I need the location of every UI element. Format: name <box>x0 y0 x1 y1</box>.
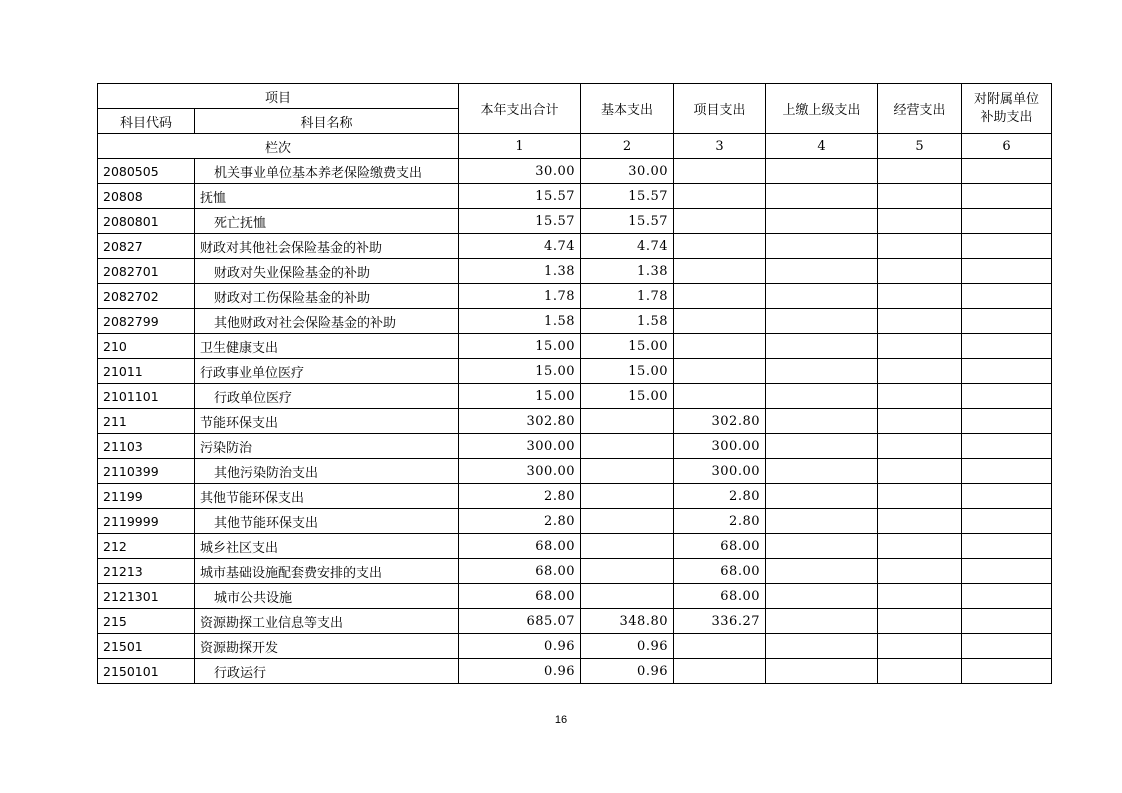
row-code: 2119999 <box>98 509 195 534</box>
expenditure-table <box>97 83 1052 684</box>
header-subsidy-line1: 对附属单位 <box>973 91 1039 107</box>
header-basic: 基本支出 <box>581 84 674 134</box>
row-basic: 0.96 <box>581 659 674 684</box>
row-upper <box>766 334 878 359</box>
row-upper <box>766 359 878 384</box>
table-row <box>98 434 1052 459</box>
row-code: 2110399 <box>98 459 195 484</box>
row-basic <box>581 484 674 509</box>
row-subsidy <box>962 659 1052 684</box>
row-project: 2.80 <box>674 484 766 509</box>
row-code: 215 <box>98 609 195 634</box>
row-code: 20827 <box>98 234 195 259</box>
row-subsidy <box>962 534 1052 559</box>
row-name-text: 财政对工伤保险基金的补助 <box>214 290 371 306</box>
row-name <box>195 359 459 384</box>
row-subsidy <box>962 559 1052 584</box>
row-subsidy <box>962 334 1052 359</box>
row-name-text: 财政对其他社会保险基金的补助 <box>200 240 383 256</box>
row-operating <box>878 559 962 584</box>
row-name-text: 其他污染防治支出 <box>214 465 319 481</box>
header-upper: 上缴上级支出 <box>766 84 878 134</box>
row-basic <box>581 559 674 584</box>
row-upper <box>766 209 878 234</box>
row-name <box>195 234 459 259</box>
row-code: 2080505 <box>98 159 195 184</box>
row-project <box>674 284 766 309</box>
header-name: 科目名称 <box>195 109 459 134</box>
row-project: 68.00 <box>674 534 766 559</box>
row-name-text: 其他节能环保支出 <box>200 490 305 506</box>
col-num-6: 6 <box>962 134 1052 159</box>
row-total: 68.00 <box>459 559 581 584</box>
row-name <box>195 484 459 509</box>
row-code: 21011 <box>98 359 195 384</box>
header-subsidy-line2: 补助支出 <box>980 109 1033 125</box>
row-subsidy <box>962 159 1052 184</box>
row-operating <box>878 534 962 559</box>
row-name <box>195 634 459 659</box>
row-code: 2082701 <box>98 259 195 284</box>
row-operating <box>878 609 962 634</box>
row-project: 336.27 <box>674 609 766 634</box>
row-code: 2150101 <box>98 659 195 684</box>
row-subsidy <box>962 484 1052 509</box>
row-operating <box>878 634 962 659</box>
row-subsidy <box>962 609 1052 634</box>
row-name <box>195 384 459 409</box>
table-row <box>98 309 1052 334</box>
row-name-text: 城市公共设施 <box>214 590 293 606</box>
row-subsidy <box>962 384 1052 409</box>
row-basic: 4.74 <box>581 234 674 259</box>
row-code: 21213 <box>98 559 195 584</box>
row-subsidy <box>962 459 1052 484</box>
row-total: 15.57 <box>459 209 581 234</box>
row-upper <box>766 659 878 684</box>
table-row <box>98 159 1052 184</box>
table-row <box>98 634 1052 659</box>
row-operating <box>878 159 962 184</box>
table-body <box>98 159 1052 684</box>
row-operating <box>878 309 962 334</box>
row-name <box>195 509 459 534</box>
row-subsidy <box>962 209 1052 234</box>
row-basic <box>581 584 674 609</box>
row-operating <box>878 334 962 359</box>
table-row <box>98 259 1052 284</box>
col-num-4: 4 <box>766 134 878 159</box>
row-name <box>195 159 459 184</box>
row-name-text: 城乡社区支出 <box>200 540 279 556</box>
row-upper <box>766 284 878 309</box>
row-basic: 1.38 <box>581 259 674 284</box>
table-row <box>98 359 1052 384</box>
row-operating <box>878 259 962 284</box>
row-name <box>195 334 459 359</box>
row-upper <box>766 559 878 584</box>
row-upper <box>766 584 878 609</box>
row-code: 21103 <box>98 434 195 459</box>
row-total: 68.00 <box>459 584 581 609</box>
row-name <box>195 534 459 559</box>
row-operating <box>878 434 962 459</box>
row-operating <box>878 584 962 609</box>
row-upper <box>766 234 878 259</box>
row-name <box>195 309 459 334</box>
row-subsidy <box>962 234 1052 259</box>
table-row <box>98 184 1052 209</box>
table-row <box>98 409 1052 434</box>
row-upper <box>766 434 878 459</box>
row-project <box>674 334 766 359</box>
row-subsidy <box>962 259 1052 284</box>
row-subsidy <box>962 309 1052 334</box>
row-project: 302.80 <box>674 409 766 434</box>
row-operating <box>878 234 962 259</box>
row-project <box>674 634 766 659</box>
row-operating <box>878 184 962 209</box>
row-basic: 15.00 <box>581 334 674 359</box>
row-code: 2121301 <box>98 584 195 609</box>
row-name-text: 卫生健康支出 <box>200 340 279 356</box>
row-total: 30.00 <box>459 159 581 184</box>
row-name <box>195 209 459 234</box>
row-total: 300.00 <box>459 459 581 484</box>
row-name-text: 资源勘探工业信息等支出 <box>200 615 344 631</box>
row-project: 68.00 <box>674 584 766 609</box>
row-basic <box>581 509 674 534</box>
row-name-text: 节能环保支出 <box>200 415 279 431</box>
row-operating <box>878 509 962 534</box>
col-num-3: 3 <box>674 134 766 159</box>
row-project: 300.00 <box>674 459 766 484</box>
col-num-5: 5 <box>878 134 962 159</box>
row-name-text: 死亡抚恤 <box>214 215 267 231</box>
row-name-text: 行政事业单位医疗 <box>200 365 305 381</box>
header-item: 项目 <box>98 84 459 109</box>
row-code: 2082799 <box>98 309 195 334</box>
row-total: 2.80 <box>459 484 581 509</box>
row-operating <box>878 284 962 309</box>
table-row <box>98 509 1052 534</box>
row-upper <box>766 509 878 534</box>
header-project: 项目支出 <box>674 84 766 134</box>
row-code: 21199 <box>98 484 195 509</box>
row-basic: 0.96 <box>581 634 674 659</box>
row-project: 68.00 <box>674 559 766 584</box>
row-name <box>195 409 459 434</box>
row-upper <box>766 484 878 509</box>
row-total: 68.00 <box>459 534 581 559</box>
row-basic: 15.57 <box>581 209 674 234</box>
row-project <box>674 234 766 259</box>
table-row <box>98 659 1052 684</box>
header-subsidy <box>962 84 1052 134</box>
row-basic <box>581 534 674 559</box>
row-name-text: 机关事业单位基本养老保险缴费支出 <box>214 165 423 181</box>
row-upper <box>766 459 878 484</box>
row-name-text: 行政单位医疗 <box>214 390 293 406</box>
row-basic: 15.00 <box>581 359 674 384</box>
row-total: 685.07 <box>459 609 581 634</box>
table-row <box>98 209 1052 234</box>
row-subsidy <box>962 434 1052 459</box>
row-upper <box>766 159 878 184</box>
row-project <box>674 159 766 184</box>
row-name <box>195 609 459 634</box>
row-operating <box>878 384 962 409</box>
row-upper <box>766 184 878 209</box>
row-project <box>674 184 766 209</box>
row-name-text: 财政对失业保险基金的补助 <box>214 265 371 281</box>
row-basic: 15.57 <box>581 184 674 209</box>
row-upper <box>766 259 878 284</box>
row-code: 2082702 <box>98 284 195 309</box>
row-name <box>195 434 459 459</box>
row-total: 0.96 <box>459 634 581 659</box>
row-total: 1.78 <box>459 284 581 309</box>
row-name <box>195 284 459 309</box>
row-upper <box>766 609 878 634</box>
row-total: 0.96 <box>459 659 581 684</box>
row-subsidy <box>962 359 1052 384</box>
row-basic: 15.00 <box>581 384 674 409</box>
row-project <box>674 384 766 409</box>
row-name <box>195 559 459 584</box>
row-basic: 1.58 <box>581 309 674 334</box>
header-column-label: 栏次 <box>98 134 459 159</box>
row-name-text: 抚恤 <box>200 190 227 206</box>
header-code: 科目代码 <box>98 109 195 134</box>
row-operating <box>878 359 962 384</box>
row-name <box>195 259 459 284</box>
row-total: 15.00 <box>459 334 581 359</box>
row-code: 211 <box>98 409 195 434</box>
row-operating <box>878 484 962 509</box>
row-operating <box>878 659 962 684</box>
row-basic: 30.00 <box>581 159 674 184</box>
row-total: 1.58 <box>459 309 581 334</box>
row-subsidy <box>962 584 1052 609</box>
row-total: 15.00 <box>459 384 581 409</box>
row-code: 212 <box>98 534 195 559</box>
row-name <box>195 184 459 209</box>
row-code: 2080801 <box>98 209 195 234</box>
row-subsidy <box>962 509 1052 534</box>
header-total: 本年支出合计 <box>459 84 581 134</box>
row-upper <box>766 309 878 334</box>
row-upper <box>766 634 878 659</box>
row-name-text: 其他财政对社会保险基金的补助 <box>214 315 397 331</box>
row-project <box>674 259 766 284</box>
table-row <box>98 284 1052 309</box>
page-number: 16 <box>554 714 568 726</box>
col-num-1: 1 <box>459 134 581 159</box>
row-project <box>674 209 766 234</box>
row-subsidy <box>962 634 1052 659</box>
row-total: 15.57 <box>459 184 581 209</box>
row-upper <box>766 534 878 559</box>
row-operating <box>878 409 962 434</box>
row-total: 1.38 <box>459 259 581 284</box>
row-total: 300.00 <box>459 434 581 459</box>
row-name-text: 城市基础设施配套费安排的支出 <box>200 565 383 581</box>
row-total: 302.80 <box>459 409 581 434</box>
row-upper <box>766 409 878 434</box>
row-project <box>674 359 766 384</box>
row-basic <box>581 409 674 434</box>
table-row <box>98 384 1052 409</box>
row-total: 15.00 <box>459 359 581 384</box>
row-operating <box>878 209 962 234</box>
table-row <box>98 334 1052 359</box>
table-row <box>98 534 1052 559</box>
table-row <box>98 559 1052 584</box>
row-subsidy <box>962 409 1052 434</box>
row-code: 2101101 <box>98 384 195 409</box>
row-subsidy <box>962 184 1052 209</box>
table-row <box>98 484 1052 509</box>
row-name-text: 其他节能环保支出 <box>214 515 319 531</box>
row-upper <box>766 384 878 409</box>
row-project: 300.00 <box>674 434 766 459</box>
row-code: 210 <box>98 334 195 359</box>
row-code: 21501 <box>98 634 195 659</box>
row-project <box>674 659 766 684</box>
row-name <box>195 459 459 484</box>
row-basic: 1.78 <box>581 284 674 309</box>
table-row <box>98 459 1052 484</box>
col-num-2: 2 <box>581 134 674 159</box>
row-name-text: 行政运行 <box>214 665 267 681</box>
row-name <box>195 659 459 684</box>
row-basic: 348.80 <box>581 609 674 634</box>
row-operating <box>878 459 962 484</box>
table-row <box>98 234 1052 259</box>
table-row <box>98 609 1052 634</box>
row-subsidy <box>962 284 1052 309</box>
row-total: 4.74 <box>459 234 581 259</box>
row-project <box>674 309 766 334</box>
row-name-text: 污染防治 <box>200 440 253 456</box>
row-basic <box>581 459 674 484</box>
row-total: 2.80 <box>459 509 581 534</box>
table-row <box>98 584 1052 609</box>
header-operating: 经营支出 <box>878 84 962 134</box>
row-project: 2.80 <box>674 509 766 534</box>
row-name-text: 资源勘探开发 <box>200 640 279 656</box>
row-code: 20808 <box>98 184 195 209</box>
row-basic <box>581 434 674 459</box>
row-name <box>195 584 459 609</box>
